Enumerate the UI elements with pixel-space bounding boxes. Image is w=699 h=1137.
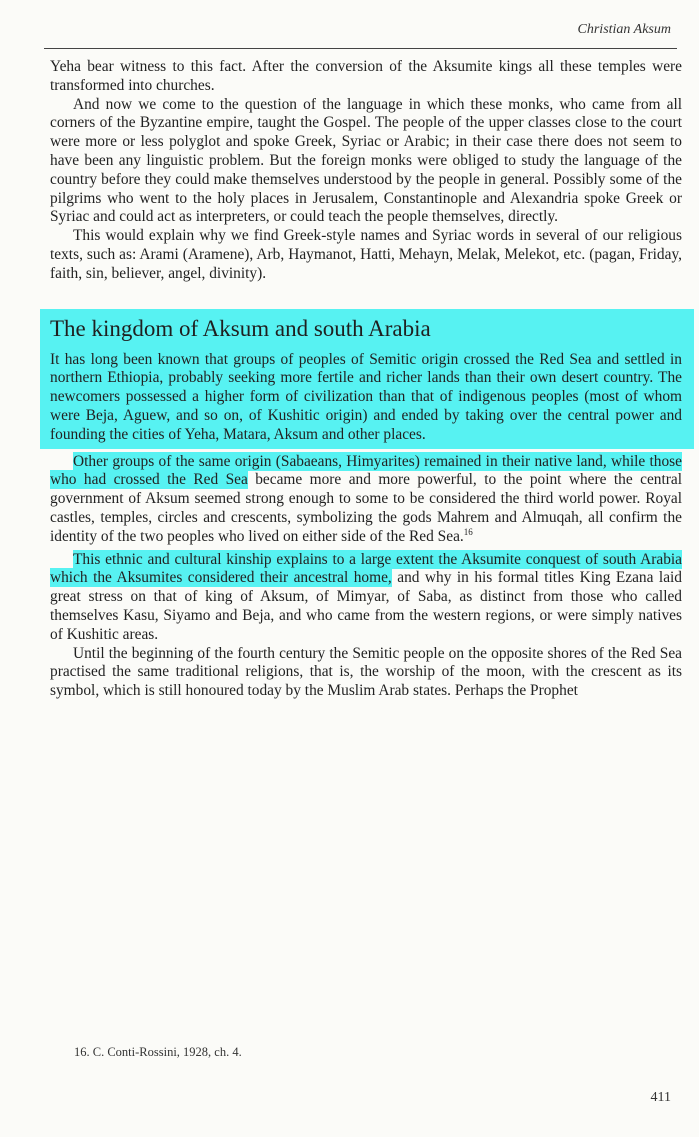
paragraph-5: [50, 453, 682, 547]
paragraph-1: Yeha bear witness to this fact. After the conversion of the Aksumite kings all these temples were transformed into churches.: [50, 58, 682, 94]
running-head: Christian Aksum: [577, 22, 671, 37]
paragraph-2: And now we come to the question of the language in which these monks, who came from all corners of the Byzantine empire, taught the Gospel. The people of the upper classes close to the court were more or less polyglot and spoke Greek, Syriac or Arabic; in their case there does not seem to have been any linguistic problem. But the foreign monks were obliged to study the language of the country before they could make themselves understood by the people in general. Possibly some of the pilgrims who went to the holy places in Jerusalem, Constantinople and Alexandria spoke Greek or Syriac and could act as interpreters, or could teach the people themselves, directly.: [50, 95, 682, 226]
paragraph-6-text: and why in his formal titles King Ezana laid great stress on that of king of Aksum, of Mimyar, of Saba, as distinct from those who called themselves Kasu, Siyamo and Beja, and who came from the western regions, or were simply natives of Kushitic areas.: [50, 569, 682, 643]
header-rule: [44, 48, 677, 49]
section-title: The kingdom of Aksum and south Arabia: [50, 315, 431, 341]
paragraph-4: It has long been known that groups of peoples of Semitic origin crossed the Red Sea and settled in northern Ethiopia, probably seeking more fertile and richer lands than their own desert country. The newcomers possessed a higher form of civilization than that of indigenous peoples (most of whom were Beja, Aguew, and so on, of Kushitic origin) and ended by taking over the central power and founding the cities of Yeha, Matara, Aksum and other places.: [50, 350, 682, 443]
paragraph-7: Until the beginning of the fourth century the Semitic people on the opposite shores of the Red Sea practised the same traditional religions, that is, the worship of the moon, with the crescent as its symbol, which is still honoured today by the Muslim Arab states. Perhaps the Prophet: [50, 644, 682, 700]
page-number: 411: [650, 1090, 671, 1105]
paragraph-6-highlighted-text: This ethnic and cultural kinship explains to a large extent the Aksumite conquest of south Arabia which the Aksumites considered their ancestral home,: [50, 550, 682, 587]
paragraph-6: [50, 551, 682, 645]
paragraph-3: This would explain why we find Greek-style names and Syriac words in several of our religious texts, such as: Arami (Aramene), Arb, Haymanot, Hatti, Mehayn, Melak, Melekot, etc. (pagan, Friday, faith, sin, believer, angel, divinity).: [50, 227, 682, 282]
footnote: 16. C. Conti-Rossini, 1928, ch. 4.: [74, 1045, 242, 1059]
paragraph-5-highlighted-text: Other groups of the same origin (Sabaeans, Himyarites) remained in their native land, while those who had crossed the Red Sea: [50, 452, 682, 489]
footnote-reference: 16: [463, 526, 473, 537]
page-body: [50, 58, 682, 701]
paragraph-5-text: became more and more powerful, to the point where the central government of Aksum seemed strong enough to some to be considered the third world power. Royal castles, temples, circles and crescents, symbolizing the gods Mahrem and Almuqah, all confirm the identity of the two peoples who lived on either side of the Red Sea.: [50, 471, 682, 545]
highlighted-section-block: [40, 309, 694, 449]
